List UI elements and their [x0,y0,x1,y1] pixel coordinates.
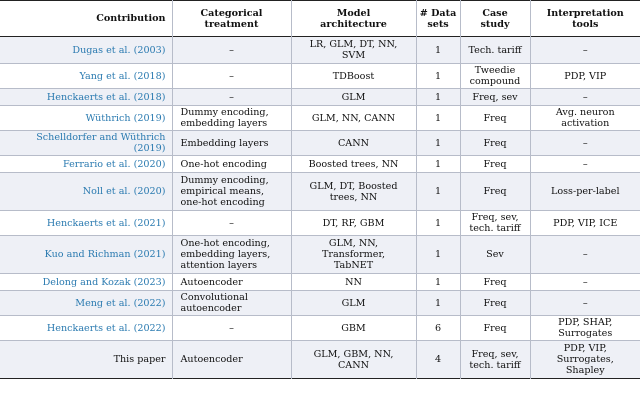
cell-interpretation-tools: – [582,158,588,170]
cell-categorical-treatment: – [172,64,291,89]
cell-interpretation-tools: – [582,276,588,288]
cell-model-architecture: GBM [291,316,416,341]
cell-categorical-treatment: – [172,211,291,236]
cell-interpretation-tools: – [530,236,640,274]
cell-data-sets: 1 [416,106,460,131]
cell-case-study: Freq [460,106,530,131]
table-row [0,316,640,341]
table-row [0,64,640,89]
header-interpretation-tools: Interpretation tools [546,7,624,30]
cell-contribution[interactable]: Dugas et al. (2003) [0,37,172,64]
cell-categorical-treatment: Dummy encoding, embedding layers [172,106,291,131]
cell-data-sets: 6 [416,316,460,341]
cell-contribution: This paper [0,341,172,379]
cell-contribution[interactable]: Henckaerts et al. (2018) [0,89,172,106]
cell-case-study: Freq, sev, tech. tariff [460,341,530,379]
cell-interpretation-tools: Avg. neuron activation [555,107,615,129]
cell-interpretation-tools: – [530,291,640,316]
cell-contribution[interactable]: Schelldorfer and Wüthrich (2019) [0,131,172,156]
cell-case-study: Freq [460,316,530,341]
table-row [0,236,640,274]
cell-model-architecture: GLM, DT, Boosted trees, NN [291,173,416,211]
cell-categorical-treatment: Autoencoder [172,341,291,379]
cell-contribution[interactable]: Yang et al. (2018) [0,64,172,89]
header-case-study: Case study [460,1,530,37]
cell-categorical-treatment: Dummy encoding, empirical means, one-hot encoding [172,173,291,211]
cell-model-architecture: GLM, GBM, NN, CANN [291,341,416,379]
cell-case-study: Sev [460,236,530,274]
cell-contribution[interactable]: Ferrario et al. (2020) [0,156,172,173]
cell-case-study: Tweedie compound [460,64,530,89]
cell-contribution[interactable]: Meng et al. (2022) [0,291,172,316]
header-contribution: Contribution [0,1,172,37]
cell-categorical-treatment: – [172,316,291,341]
cell-interpretation-tools: PDP, VIP, ICE [553,217,618,229]
cell-model-architecture: Boosted trees, NN [291,156,416,173]
cell-categorical-treatment: One-hot encoding, embedding layers, attention layers [172,236,291,274]
cell-categorical-treatment: – [172,89,291,106]
table-row [0,274,640,291]
cell-case-study: Freq [460,291,530,316]
table-row [0,156,640,173]
cell-data-sets: 1 [416,291,460,316]
cell-data-sets: 1 [416,173,460,211]
cell-case-study: Tech. tariff [460,37,530,64]
cell-model-architecture: LR, GLM, DT, NN, SVM [291,37,416,64]
cell-case-study: Freq [460,274,530,291]
header-row [0,1,640,37]
cell-interpretation-tools: – [530,131,640,156]
table-row [0,173,640,211]
cell-contribution[interactable]: Noll et al. (2020) [0,173,172,211]
cell-data-sets: 1 [416,236,460,274]
cell-case-study: Freq [460,131,530,156]
header-data-sets: # Data sets [416,1,460,37]
cell-interpretation-tools: PDP, VIP, Surrogates, Shapley [530,341,640,379]
cell-categorical-treatment: Convolutional autoencoder [172,291,291,316]
header-categorical-treatment: Categorical treatment [172,1,291,37]
cell-contribution[interactable]: Delong and Kozak (2023) [0,274,172,291]
table-row [0,291,640,316]
cell-interpretation-tools: Loss-per-label [530,173,640,211]
cell-interpretation-tools: – [530,89,640,106]
cell-model-architecture: DT, RF, GBM [291,211,416,236]
cell-interpretation-tools: PDP, SHAP, Surrogates [558,317,613,339]
table-row [0,37,640,64]
table-row [0,211,640,236]
cell-model-architecture: CANN [291,131,416,156]
cell-contribution[interactable]: Wüthrich (2019) [0,106,172,131]
cell-data-sets: 1 [416,211,460,236]
cell-data-sets: 1 [416,156,460,173]
cell-model-architecture: GLM [291,89,416,106]
cell-categorical-treatment: – [172,37,291,64]
cell-interpretation-tools: PDP, VIP [564,70,607,82]
cell-data-sets: 4 [416,341,460,379]
cell-contribution[interactable]: Henckaerts et al. (2022) [0,316,172,341]
cell-model-architecture: NN [291,274,416,291]
cell-model-architecture: GLM, NN, CANN [291,106,416,131]
cell-data-sets: 1 [416,89,460,106]
cell-case-study: Freq, sev, tech. tariff [460,211,530,236]
cell-case-study: Freq [460,173,530,211]
table-row [0,106,640,131]
cell-case-study: Freq [460,156,530,173]
table-row [0,131,640,156]
cell-model-architecture: GLM [291,291,416,316]
cell-contribution[interactable]: Kuo and Richman (2021) [0,236,172,274]
cell-model-architecture: TDBoost [291,64,416,89]
cell-data-sets: 1 [416,37,460,64]
table-row [0,89,640,106]
cell-categorical-treatment: Autoencoder [172,274,291,291]
cell-data-sets: 1 [416,274,460,291]
cell-contribution[interactable]: Henckaerts et al. (2021) [0,211,172,236]
table-row [0,341,640,379]
header-model-architecture: Model architecture [291,1,416,37]
cell-model-architecture: GLM, NN, Transformer, TabNET [291,236,416,274]
cell-data-sets: 1 [416,131,460,156]
cell-categorical-treatment: Embedding layers [172,131,291,156]
cell-interpretation-tools: – [530,37,640,64]
cell-categorical-treatment: One-hot encoding [172,156,291,173]
cell-data-sets: 1 [416,64,460,89]
cell-case-study: Freq, sev [460,89,530,106]
